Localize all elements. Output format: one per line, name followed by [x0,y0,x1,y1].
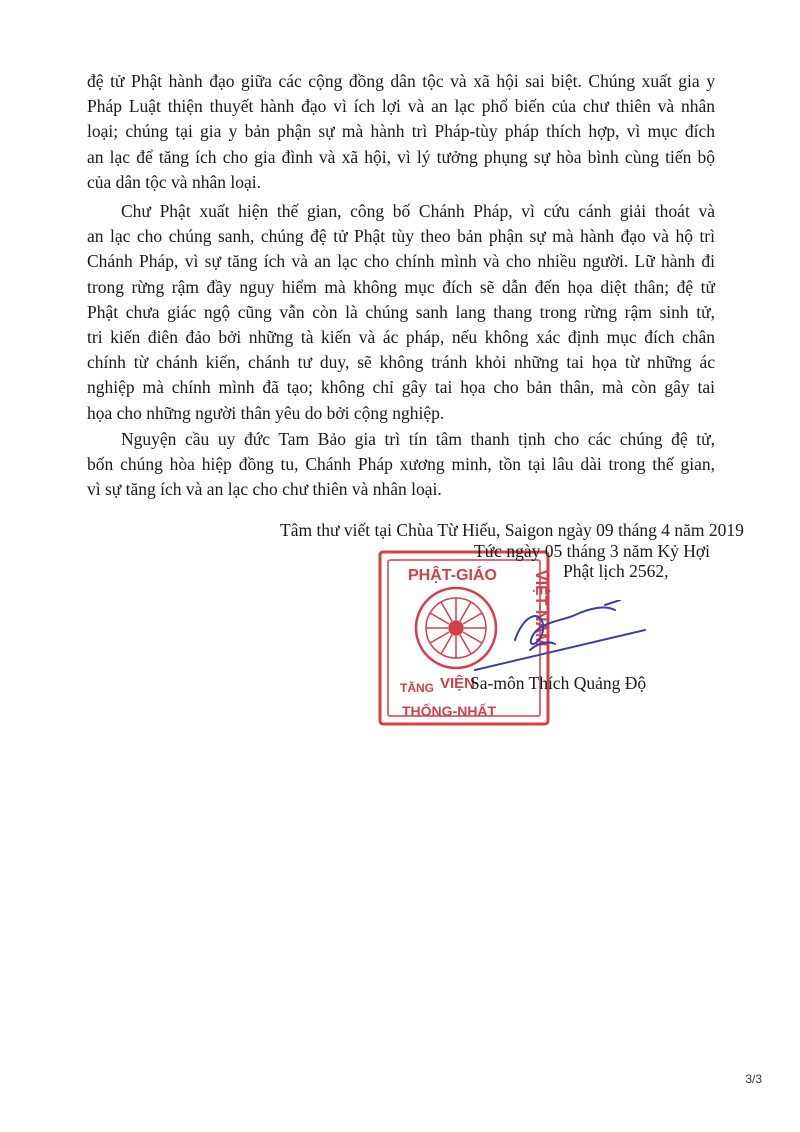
stamp-center-text: VIỆN [440,675,476,692]
paragraph-3 [87,427,715,503]
closing-lunar-date: Tức ngày 05 tháng 3 năm Kỷ Hợi [474,541,710,561]
text-line: loại; chúng tại gia y bản phận sự mà hành trì Pháp-tùy pháp thích hợp, vì mục đích [87,121,715,142]
paragraph-1 [87,69,715,195]
stamp-bottom-text: THỐNG-NHẤT [402,703,497,719]
closing-buddhist-era: Phật lịch 2562, [563,561,669,581]
text-line: Chư Phật xuất hiện thế gian, công bố Chánh Pháp, vì cứu cánh giải thoát và [121,201,715,221]
text-line: của dân tộc và nhân loại. [87,171,261,192]
handwritten-signature-icon [455,600,665,690]
page-number: 3/3 [745,1072,762,1086]
text-line: Phật chưa giác ngộ cũng vẫn còn là chúng sanh lang thang trong rừng rậm sinh tử, [87,301,715,322]
text-line: Nguyện cầu uy đức Tam Bảo gia trì tín tâm thanh tịnh cho các chúng đệ tử, [121,429,715,449]
text-line: trong rừng rậm đầy nguy hiểm mà không mục đích sẽ dẫn đến họa diệt thân; đệ tử [87,276,715,297]
wheel-spoke [430,632,449,643]
stamp-right-text: VIỆT-NAM [532,570,549,647]
closing-place-date: Tâm thư viết tại Chùa Từ Hiếu, Saigon ngày 09 tháng 4 năm 2019 [280,520,744,540]
text-line: đệ tử Phật hành đạo giữa các cộng đồng dân tộc và xã hội sai biệt. Chúng xuất gia y [87,71,715,91]
text-line: vì sự tăng ích và an lạc cho chư thiên và nhân loại. [87,479,442,500]
text-line: Pháp Luật thiện thuyết hành đạo vì ích lợi và an lạc phổ biến của chư thiên và nhân [87,96,715,117]
wheel-spoke [441,635,452,654]
wheel-spoke [441,602,452,621]
text-line: chính từ chánh kiến, chánh tư duy, sẽ không tránh khỏi những tai họa từ những ác [87,352,715,373]
text-line: bốn chúng hòa hiệp đồng tu, Chánh Pháp xương minh, tồn tại lâu dài trong thế gian, [87,454,715,475]
text-line: tri kiến điên đảo bởi những tà kiến và ác pháp, nếu không xác định mục đích chân [87,327,715,348]
text-line: an lạc để tăng ích cho gia đình và xã hội, vì lý tưởng phụng sự hòa bình cùng tiến bộ [87,146,715,167]
stamp-lower-text: TĂNG [400,681,434,695]
paragraph-2 [87,199,715,426]
text-line: Chánh Pháp, vì sự tăng ích và an lạc cho chính mình và cho nhiều người. Lữ hành đi [87,251,715,272]
text-line: họa cho những người thân yêu do bởi cộng nghiệp. [87,402,445,423]
text-line: nghiệp mà chính mình đã tạo; không chỉ gây tai họa cho bản thân, mà còn gây tai [87,377,715,398]
signatory-name: Sa-môn Thích Quảng Độ [470,673,647,693]
text-line: an lạc cho chúng sanh, chúng đệ tử Phật tùy theo bản phận sự mà hành đạo và hộ trì [87,226,715,247]
stamp-top-text: PHẬT-GIÁO [408,567,497,584]
wheel-spoke [430,613,449,624]
